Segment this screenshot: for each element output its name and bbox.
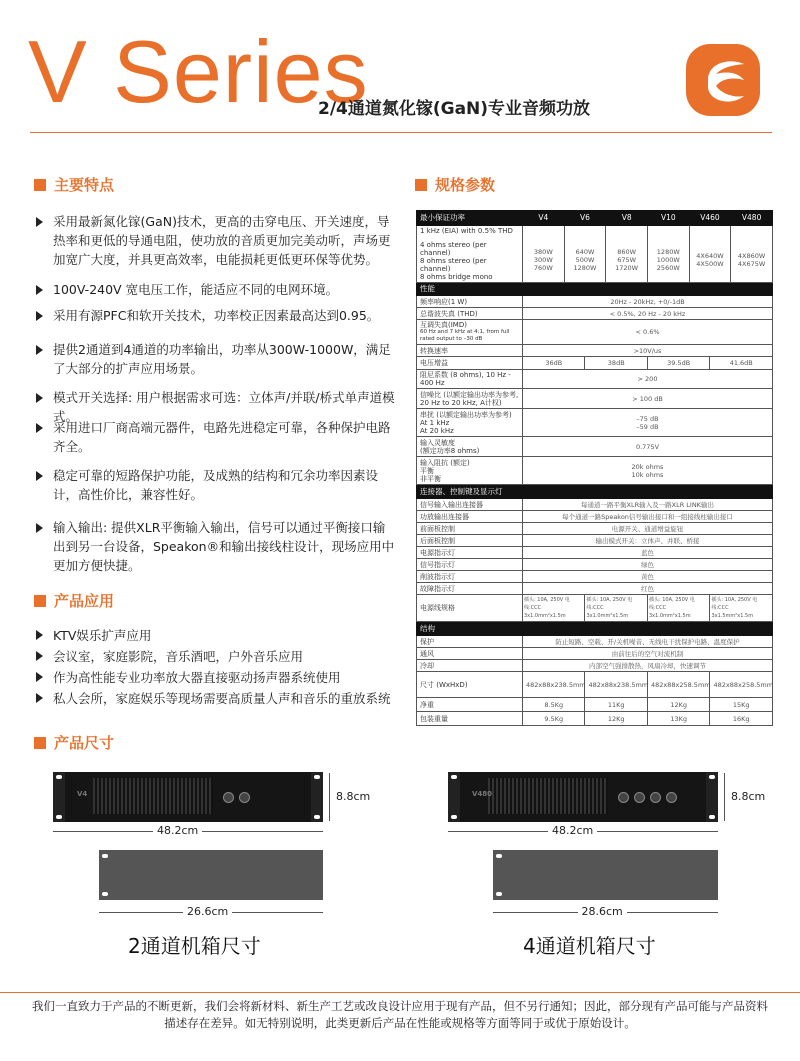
- spec-label: 后面板控制: [417, 535, 523, 547]
- bullet-icon: [36, 311, 43, 321]
- spec-label: 净重: [417, 698, 523, 712]
- spec-value: 39.5dB: [647, 357, 709, 370]
- feature-item: [36, 280, 396, 299]
- imp-unbalanced: 10k ohms: [631, 470, 664, 479]
- chassis-caption: 2通道机箱尺寸: [128, 934, 261, 958]
- spec-label: 保护: [417, 636, 523, 648]
- application-text: 私人会所，家庭娱乐等现场需要高质量人声和音乐的重放系统: [53, 691, 391, 706]
- spec-value: [523, 409, 773, 437]
- subtitle: 2/4通道氮化镓(GaN)专业音频功放: [318, 99, 591, 119]
- bullet-icon: [36, 345, 43, 355]
- section-performance: 性能: [417, 283, 773, 296]
- power-value: 1280W 1000W 2560W: [647, 226, 689, 283]
- spec-label: 功放输出连接器: [417, 511, 523, 523]
- width-dimension: 48.2cm: [153, 824, 202, 837]
- control-knobs: [223, 788, 293, 806]
- spec-row: [417, 485, 773, 499]
- sens-label: 输入灵敏度: [420, 438, 455, 447]
- imp-sub: 平衡: [420, 466, 434, 475]
- bullet-icon: [36, 471, 43, 481]
- spec-label: 前面板控制: [417, 523, 523, 535]
- spec-row: [417, 345, 773, 357]
- vent-grille: [488, 778, 608, 814]
- spec-row: [417, 511, 773, 523]
- spec-value: 41.6dB: [710, 357, 773, 370]
- feature-text: 采用有源PFC和软开关技术，功率校正因素最高达到0.95。: [53, 308, 380, 323]
- imd-label: 互调失真(IMD): [420, 321, 467, 329]
- spec-value: 由前往后的空气对流机制: [523, 648, 773, 660]
- bullet-icon: [36, 217, 43, 227]
- feature-text: 输入输出: 提供XLR平衡输入输出，信号可以通过平衡接口输出到另一台设备，Speakon®和输出接线柱设计，现场应用中更加方便快捷。: [53, 520, 395, 573]
- crosstalk-20k: –59 dB: [636, 422, 659, 431]
- model-header: V6: [564, 211, 606, 226]
- specs-heading: [415, 174, 495, 195]
- spec-row: [417, 559, 773, 571]
- spec-value: 482x88x258.5mm: [647, 672, 709, 698]
- spec-value: > 200: [523, 370, 773, 389]
- dimensions-title: 产品尺寸: [54, 734, 115, 752]
- dimensions-heading: [34, 732, 114, 753]
- spec-value: > 100 dB: [523, 389, 773, 409]
- spec-label: 电源指示灯: [417, 547, 523, 559]
- spec-row: [417, 370, 773, 389]
- amplifier-front-four: [448, 772, 718, 822]
- spec-value: 蓝色: [523, 547, 773, 559]
- spec-value: 12Kg: [647, 698, 709, 712]
- footer-divider: [0, 992, 800, 993]
- features-heading: [34, 174, 114, 195]
- spec-label: 故障指示灯: [417, 583, 523, 595]
- spec-value: 482x88x258.5mm: [710, 672, 773, 698]
- spec-label: 通风: [417, 648, 523, 660]
- spec-row: [417, 320, 773, 345]
- spec-label: 总谐波失真 (THD): [417, 308, 523, 320]
- spec-row: [417, 636, 773, 648]
- spec-label: 冷却: [417, 660, 523, 672]
- amplifier-front-two: [53, 772, 323, 822]
- power-label: 1 kHz (EIA) with 0.5% THD: [420, 227, 513, 235]
- spec-row: [417, 595, 773, 622]
- features-title: 主要特点: [54, 176, 115, 194]
- spec-row: [417, 296, 773, 308]
- feature-item: [36, 466, 396, 504]
- spec-row: [417, 357, 773, 370]
- imp-label: 输入阻抗 (额定): [420, 458, 470, 467]
- bullet-icon: [36, 672, 43, 682]
- feature-item: [36, 418, 396, 456]
- spec-label: 信噪比 (以额定输出功率为参考, 20 Hz to 20 kHz, A计权): [417, 389, 523, 409]
- model-header: V4: [523, 211, 565, 226]
- feature-item: [36, 340, 396, 378]
- spec-value: 输出模式开关：立体声、并联、桥接: [523, 535, 773, 547]
- imp-sub: 非平衡: [420, 474, 441, 483]
- model-badge: V4: [77, 790, 88, 798]
- spec-row: [417, 660, 773, 672]
- crosstalk-sub: At 20 kHz: [420, 426, 454, 435]
- spec-label: 削波指示灯: [417, 571, 523, 583]
- spec-value: 内部空气强排散热，风扇冷却，快速调节: [523, 660, 773, 672]
- chassis-side-four: [493, 850, 718, 900]
- spec-value: 11Kg: [585, 698, 647, 712]
- spec-row: [417, 499, 773, 511]
- spec-row: [417, 389, 773, 409]
- spec-value: 38dB: [585, 357, 647, 370]
- application-text: KTV娱乐扩声应用: [53, 628, 152, 643]
- spec-label: [417, 457, 523, 485]
- control-knobs: [618, 788, 688, 806]
- bullet-icon: [36, 423, 43, 433]
- feature-item: [36, 306, 396, 325]
- section-connectors: 连接器、控制键及显示灯: [417, 485, 773, 499]
- spec-row: [417, 547, 773, 559]
- spec-label: 信号输入输出连接器: [417, 499, 523, 511]
- specs-title: 规格参数: [435, 176, 496, 194]
- spec-label: 电源线规格: [417, 595, 523, 622]
- power-sub-label: 8 ohms bridge mono: [420, 273, 493, 281]
- spec-row: [417, 648, 773, 660]
- spec-row: [417, 211, 773, 226]
- spec-value: 15Kg: [710, 698, 773, 712]
- spec-value: 9.5Kg: [523, 712, 585, 726]
- spec-value: 每通道一路平衡XLR输入及一路XLR LINK输出: [523, 499, 773, 511]
- model-header: V480: [731, 211, 773, 226]
- brand-title: V Series: [28, 22, 369, 121]
- crosstalk-label: 串扰 (以额定输出功率为参考): [420, 410, 512, 419]
- application-item: [36, 689, 391, 707]
- depth-dimension: 28.6cm: [578, 905, 627, 918]
- application-item: [36, 668, 341, 686]
- power-value: 860W 675W 1720W: [606, 226, 648, 283]
- bullet-icon: [36, 651, 43, 661]
- spec-row: [417, 535, 773, 547]
- spec-row: [417, 622, 773, 636]
- spec-value: 20Hz - 20kHz, +0/-1dB: [523, 296, 773, 308]
- spec-value: 482x88x238.5mm: [523, 672, 585, 698]
- chassis-caption: 4通道机箱尺寸: [523, 934, 656, 958]
- feature-text: 稳定可靠的短路保护功能，及成熟的结构和冗余功率因素设计，高性价比，兼容性好。: [53, 468, 379, 502]
- width-dimension: 48.2cm: [548, 824, 597, 837]
- spec-value: 0.775V: [523, 437, 773, 457]
- bullet-icon: [36, 523, 43, 533]
- application-item: [36, 647, 303, 665]
- model-header: V10: [647, 211, 689, 226]
- spec-value: < 0.6%: [523, 320, 773, 345]
- spec-value: 插头: 10A, 250V 电线:CCC 3x1.0mm²x1.5m: [523, 595, 585, 622]
- spec-value: >10V/us: [523, 345, 773, 357]
- model-header: V8: [606, 211, 648, 226]
- chassis-side-two: [99, 850, 323, 900]
- spec-table: [416, 210, 773, 726]
- spec-value: 黄色: [523, 571, 773, 583]
- bullet-icon: [36, 393, 43, 403]
- crosstalk-1k: –75 dB: [636, 414, 659, 423]
- sens-sub: (额定功率8 ohms): [420, 446, 480, 455]
- feature-text: 采用进口厂商高端元器件，电路先进稳定可靠，各种保护电路齐全。: [53, 420, 391, 454]
- power-sub-label: 4 ohms stereo (per channel): [420, 241, 487, 257]
- application-text: 作为高性能专业功率放大器直接驱动扬声器系统使用: [53, 670, 341, 685]
- spec-label: 转换速率: [417, 345, 523, 357]
- spec-value: 13Kg: [647, 712, 709, 726]
- model-header: V460: [689, 211, 731, 226]
- crosstalk-sub: At 1 kHz: [420, 418, 450, 427]
- spec-label: 阻尼系数 (8 ohms), 10 Hz - 400 Hz: [417, 370, 523, 389]
- section-structure: 结构: [417, 622, 773, 636]
- disclaimer-text: 我们一直致力于产品的不断更新，我们会将新材料、新生产工艺或改良设计应用于现有产品，但不另行通知；因此，部分现有产品可能与产品资料描述存在差异。如无特别说明，此类更新后产品在性能或规格等方面等同于或优于原始设计。: [32, 999, 768, 1030]
- feature-text: 提供2通道到4通道的功率输出，功率从300W-1000W，满足了大部分的扩声应用场景。: [53, 342, 391, 376]
- applications-heading: [34, 590, 114, 611]
- spec-value: 插头: 10A, 250V 电线:CCC 3x1.0mm²x1.5m: [647, 595, 709, 622]
- spec-row: [417, 437, 773, 457]
- feature-text: 采用最新氮化镓(GaN)技术，更高的击穿电压、开关速度，导热率和更低的导通电阻，使功放的音质更加完美动听，声场更加宽广大度，并具更高效率，电能损耗更低更环保等优势。: [53, 214, 391, 267]
- spec-header-label: 最小保证功率: [417, 211, 523, 226]
- spec-row: [417, 523, 773, 535]
- spec-row: [417, 712, 773, 726]
- height-dimension: 8.8cm: [336, 790, 371, 803]
- application-item: [36, 626, 151, 644]
- spec-row: [417, 283, 773, 296]
- bullet-icon: [36, 630, 43, 640]
- spec-value: 16Kg: [710, 712, 773, 726]
- depth-dimension: 26.6cm: [183, 905, 232, 918]
- spec-value: < 0.5%, 20 Hz - 20 kHz: [523, 308, 773, 320]
- vent-grille: [93, 778, 213, 814]
- spec-label: 信号指示灯: [417, 559, 523, 571]
- spec-value: 电源开关、通道增益旋钮: [523, 523, 773, 535]
- spec-value: 482x88x238.5mm: [585, 672, 647, 698]
- spec-row: [417, 583, 773, 595]
- spec-label: [417, 437, 523, 457]
- spec-row: [417, 672, 773, 698]
- feature-text: 模式开关选择: 用户根据需求可选：立体声/并联/桥式单声道模式。: [53, 390, 395, 424]
- application-text: 会议室，家庭影院，音乐酒吧，户外音乐应用: [53, 649, 304, 664]
- bullet-icon: [36, 285, 43, 295]
- spec-value: 绿色: [523, 559, 773, 571]
- spec-value: 36dB: [523, 357, 585, 370]
- imd-sub: 60 Hz and 7 kHz at 4:1, from full rated output to –30 dB: [420, 329, 510, 342]
- power-value: 640W 500W 1280W: [564, 226, 606, 283]
- spec-value: 12Kg: [585, 712, 647, 726]
- spec-row: [417, 698, 773, 712]
- feature-item: [36, 518, 396, 575]
- spec-value: 防止短路、空载、开/关机噪音、无线电干扰保护电路、温度保护: [523, 636, 773, 648]
- spec-label: [417, 409, 523, 437]
- spec-label: [417, 320, 523, 345]
- spec-label: 频率响应(1 W): [417, 296, 523, 308]
- spec-value: 红色: [523, 583, 773, 595]
- spec-row: [417, 226, 773, 283]
- height-dimension: 8.8cm: [731, 790, 766, 803]
- spec-value: 插头: 10A, 250V 电线:CCC 3x1.0mm²x1.5m: [585, 595, 647, 622]
- applications-title: 产品应用: [54, 592, 115, 610]
- spec-label: [417, 226, 523, 283]
- feature-text: 100V-240V 宽电压工作，能适应不同的电网环境。: [53, 282, 339, 297]
- spec-label: 尺寸 (WxHxD): [417, 672, 523, 698]
- header-divider: [30, 132, 772, 133]
- spec-row: [417, 457, 773, 485]
- spec-value: 插头: 10A, 250V 电线:CCC 3x1.5mm²x1.5m: [710, 595, 773, 622]
- imp-balanced: 20k ohms: [631, 462, 664, 471]
- spec-value: 8.5Kg: [523, 698, 585, 712]
- spec-row: [417, 571, 773, 583]
- feature-item: [36, 212, 396, 269]
- spec-row: [417, 409, 773, 437]
- bullet-icon: [36, 693, 43, 703]
- power-value: 380W 300W 760W: [523, 226, 565, 283]
- brand-logo-icon: [686, 44, 760, 116]
- spec-row: [417, 308, 773, 320]
- spec-value: 每个通道一路Speakon信号输出接口和一组接线柱输出接口: [523, 511, 773, 523]
- spec-value: [523, 457, 773, 485]
- model-badge: V480: [472, 790, 493, 798]
- power-value: 4X860W 4X675W: [731, 226, 773, 283]
- spec-label: 包装重量: [417, 712, 523, 726]
- power-sub-label: 8 ohms stereo (per channel): [420, 257, 487, 273]
- spec-label: 电压增益: [417, 357, 523, 370]
- power-value: 4X640W 4X500W: [689, 226, 731, 283]
